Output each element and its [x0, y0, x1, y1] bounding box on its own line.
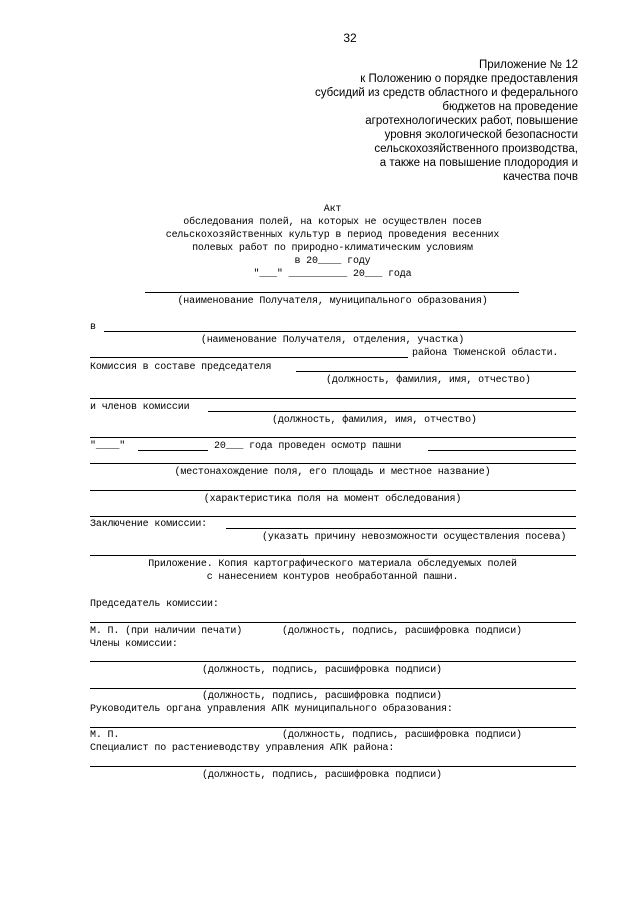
- act-date-line: "___" __________ 20___ года: [253, 269, 412, 280]
- chair-line: [296, 371, 576, 372]
- chair-hint: (должность, фамилия, имя, отчество): [326, 375, 531, 386]
- chairman-label: Председатель комиссии:: [90, 599, 219, 610]
- act-title: Акт: [323, 204, 342, 215]
- specialist-label: Специалист по растениеводству управления АПК района:: [90, 743, 395, 754]
- members-line: [208, 411, 576, 412]
- act-subtitle-line: обследования полей, на которых не осуществлен посев: [183, 217, 482, 228]
- members-hint: (должность, фамилия, имя, отчество): [272, 415, 477, 426]
- inspection-field-line: [428, 450, 576, 451]
- member2-signature-line: [90, 688, 576, 689]
- appendix-line: субсидий из средств областного и федерального: [314, 87, 578, 99]
- act-year-line: в 20____ году: [294, 256, 371, 267]
- appendix-header: [278, 58, 578, 184]
- appendix-line: сельскохозяйственного производства,: [374, 143, 578, 155]
- appendix-line: к Положению о порядке предоставления: [360, 73, 578, 85]
- attachment-line: Приложение. Копия картографического материала обследуемых полей: [148, 559, 517, 570]
- division-line: [104, 331, 576, 332]
- district-line: [90, 357, 408, 358]
- chairman-signature-line: [90, 622, 576, 623]
- inspection-year-text: 20___ года проведен осмотр пашни: [214, 441, 402, 452]
- members-label: и членов комиссии: [90, 402, 190, 413]
- recipient-line: [145, 292, 519, 293]
- field-characteristics-hint: (характеристика поля на момент обследования): [203, 494, 462, 505]
- page-number: 32: [343, 31, 357, 45]
- field-characteristics-line: [90, 490, 576, 491]
- head-label: Руководитель органа управления АПК муниципального образования:: [90, 704, 453, 715]
- inspection-day: "____": [90, 441, 126, 452]
- act-subtitle-line: сельскохозяйственных культур в период проведения весенних: [165, 230, 500, 241]
- members-extra-line: [90, 437, 576, 438]
- appendix-line: уровня экологической безопасности: [384, 129, 578, 141]
- appendix-line: Приложение № 12: [479, 59, 578, 71]
- recipient-hint: (наименование Получателя, муниципального образования): [177, 296, 488, 307]
- division-hint: (наименование Получателя, отделения, участка): [200, 335, 465, 346]
- attachment-line: с нанесением контуров необработанной пашни.: [206, 572, 459, 583]
- head-hint: (должность, подпись, расшифровка подписи): [282, 730, 522, 741]
- act-subtitle-line: полевых работ по природно-климатическим условиям: [192, 243, 473, 254]
- conclusion-line: [226, 528, 576, 529]
- chairman-signature-hint: (должность, подпись, расшифровка подписи): [282, 626, 522, 637]
- in-prefix: в: [90, 322, 96, 333]
- member1-hint: (должность, подпись, расшифровка подписи): [202, 665, 442, 676]
- member2-hint: (должность, подпись, расшифровка подписи): [202, 691, 442, 702]
- chair-extra-line: [90, 398, 576, 399]
- appendix-line: а также на повышение плодородия и: [379, 157, 578, 169]
- conclusion-label: Заключение комиссии:: [90, 519, 208, 530]
- head-signature-line: [90, 727, 576, 728]
- conclusion-extra-line: [90, 555, 576, 556]
- conclusion-top-line: [90, 516, 576, 517]
- head-seal: М. П.: [90, 730, 120, 741]
- specialist-signature-line: [90, 766, 576, 767]
- conclusion-hint: (указать причину невозможности осуществления посева): [262, 532, 567, 543]
- commission-chair-label: Комиссия в составе председателя: [90, 362, 272, 373]
- field-location-line: [90, 463, 576, 464]
- seal-note: М. П. (при наличии печати): [90, 626, 243, 637]
- field-location-hint: (местонахождение поля, его площадь и местное название): [174, 467, 491, 478]
- inspection-month-line: [138, 450, 208, 451]
- member1-signature-line: [90, 661, 576, 662]
- appendix-line: качества почв: [503, 171, 578, 183]
- district-suffix: района Тюменской области.: [412, 348, 559, 359]
- members-signatures-label: Члены комиссии:: [90, 639, 178, 650]
- appendix-line: агротехнологических работ, повышение: [365, 115, 578, 127]
- appendix-line: бюджетов на проведение: [442, 101, 578, 113]
- specialist-hint: (должность, подпись, расшифровка подписи): [202, 770, 442, 781]
